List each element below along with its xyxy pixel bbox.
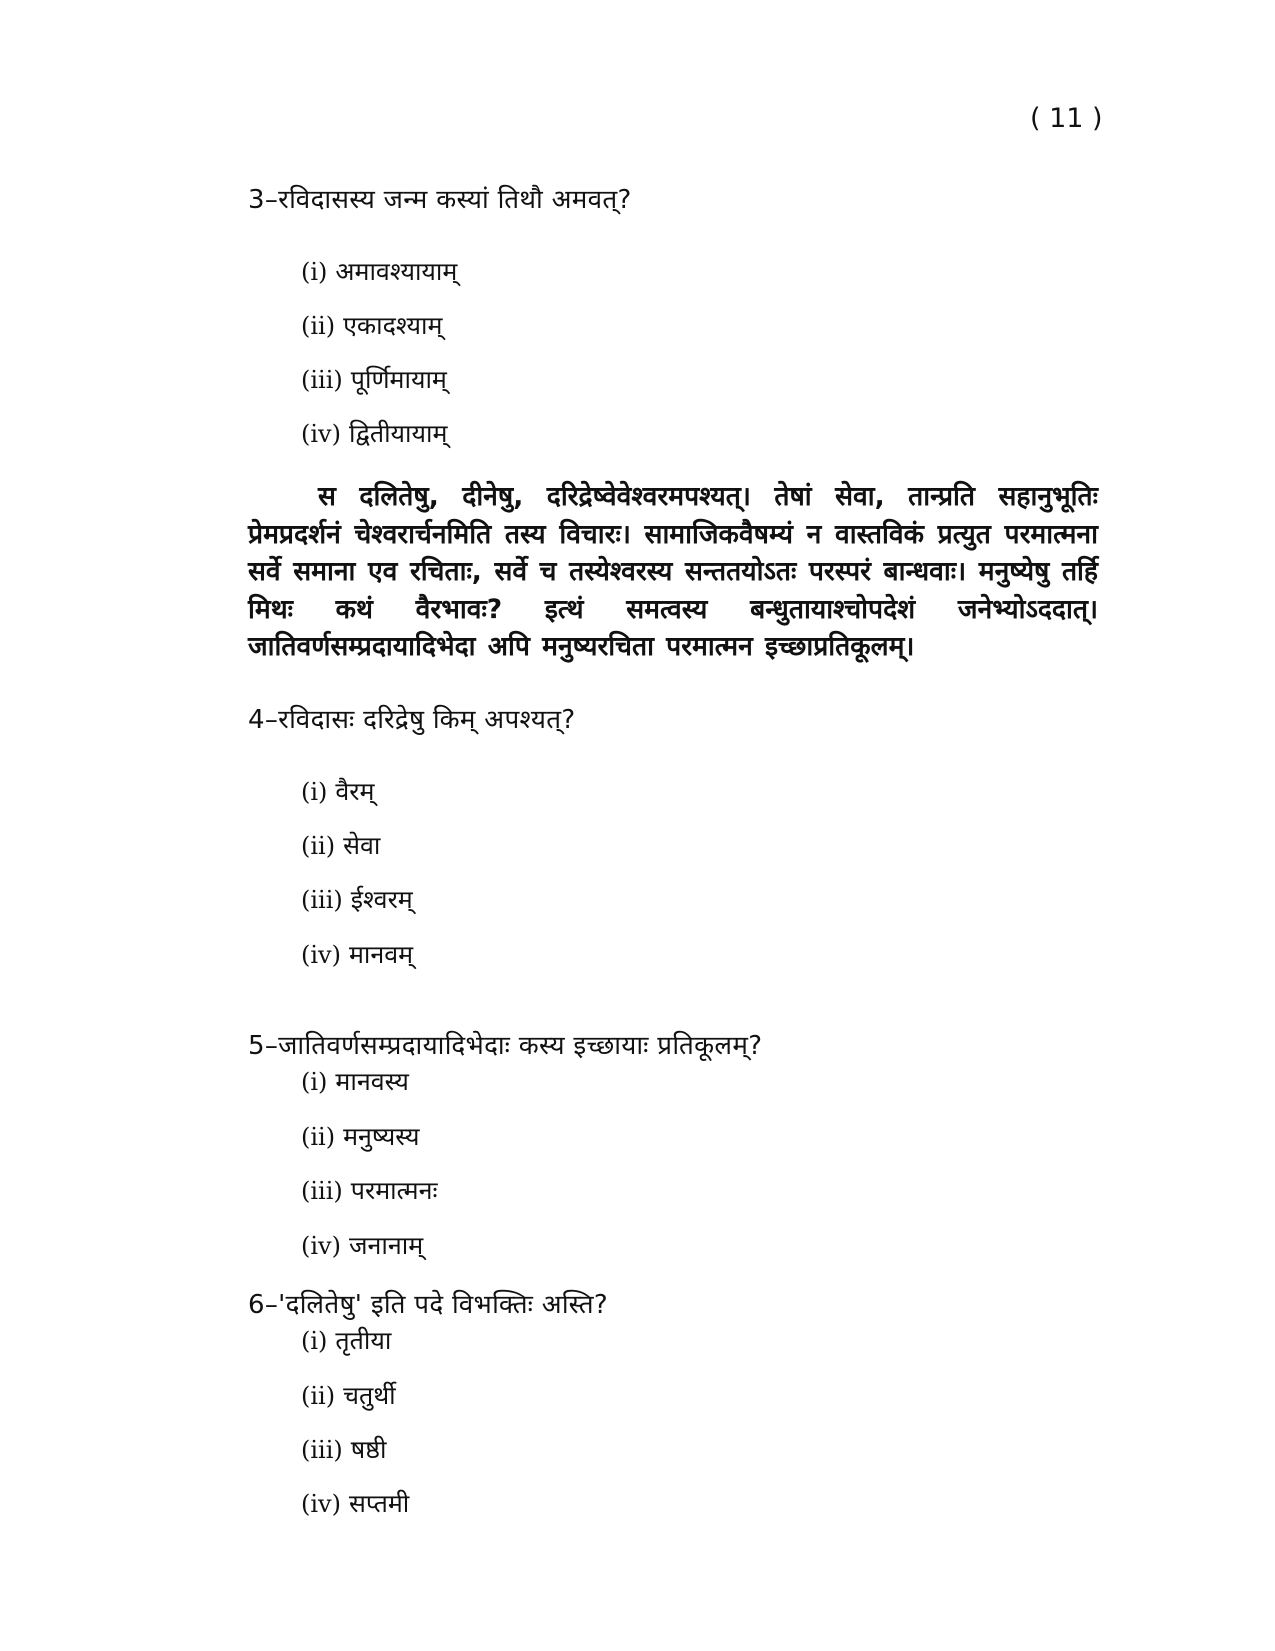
q5-option-3 [301, 1173, 438, 1207]
option-text: मनुष्यस्य [343, 1122, 420, 1151]
option-number: (iii) [301, 1436, 343, 1464]
option-text: सेवा [343, 831, 381, 860]
option-number: (iv) [301, 1490, 341, 1518]
option-number: (iv) [301, 1232, 341, 1260]
q6-option-4 [301, 1486, 409, 1520]
option-text: मानवम् [348, 940, 414, 969]
option-text: सप्तमी [348, 1489, 410, 1518]
option-text: मानवस्य [335, 1067, 409, 1096]
page-number: ( 11 ) [1030, 103, 1103, 134]
option-text: चतुर्थी [343, 1381, 396, 1410]
question-5: 5–जातिवर्णसम्प्रदायादिभेदाः कस्य इच्छायाः प्रतिकूलम्? [248, 1031, 763, 1061]
option-number: (i) [301, 1327, 328, 1355]
q6-option-1 [301, 1323, 391, 1357]
q3-option-3 [301, 362, 447, 396]
option-number: (ii) [301, 832, 336, 860]
option-text: द्वितीयायाम् [348, 419, 448, 448]
q4-option-4 [301, 937, 413, 971]
option-text: षष्ठी [350, 1435, 387, 1464]
q5-option-1 [301, 1064, 409, 1098]
q4-option-2 [301, 828, 380, 862]
q6-option-2 [301, 1378, 396, 1412]
option-number: (i) [301, 258, 328, 286]
option-text: परमात्मनः [350, 1176, 438, 1205]
q4-option-1 [301, 774, 374, 808]
option-number: (iv) [301, 941, 341, 969]
option-text: अमावश्यायाम् [335, 257, 458, 286]
option-number: (iii) [301, 1177, 343, 1205]
question-4: 4–रविदासः दरिद्रेषु किम् अपश्यत्? [248, 705, 576, 735]
q6-option-3 [301, 1432, 386, 1466]
question-3: 3–रविदासस्य जन्म कस्यां तिथौ अमवत्? [248, 185, 632, 215]
option-text: तृतीया [335, 1326, 392, 1355]
option-text: एकादश्याम् [343, 311, 443, 340]
option-number: (ii) [301, 1123, 336, 1151]
option-number: (iv) [301, 420, 341, 448]
q5-option-4 [301, 1228, 423, 1262]
q3-option-2 [301, 308, 442, 342]
passage-paragraph: स दलितेषु, दीनेषु, दरिद्रेष्वेवेश्वरमपश्यत्। तेषां सेवा, तान्प्रति सहानुभूतिः प्रेमप्रदर्शनं चेश्वरार्चनमिति तस्य विचारः। सामाजिकवैषम्यं न वास्तविकं प्रत्युत परमात्मना सर्वे समाना एव रचिताः, सर्वे च तस्येश्वरस्य सन्ततयोऽतः परस्परं बान्धवाः। मनुष्येषु तर्हि मिथः कथं वैरभावः? इत्थं समत्वस्य बन्धुतायाश्चोपदेशं जनेभ्योऽददात्। जातिवर्णसम्प्रदायादिभेदा अपि मनुष्यरचिता परमात्मन इच्छाप्रतिकूलम्। [248, 481, 1098, 662]
option-text: वैरम् [335, 777, 375, 806]
question-6: 6–'दलितेषु' इति पदे विभक्तिः अस्ति? [248, 1290, 608, 1320]
option-number: (i) [301, 1068, 328, 1096]
option-number: (ii) [301, 1382, 336, 1410]
q4-option-3 [301, 882, 413, 916]
option-number: (iii) [301, 366, 343, 394]
option-number: (iii) [301, 886, 343, 914]
option-number: (ii) [301, 312, 336, 340]
option-text: पूर्णिमायाम् [350, 365, 447, 394]
q3-option-1 [301, 254, 457, 288]
option-text: ईश्वरम् [350, 885, 413, 914]
q3-option-4 [301, 416, 447, 450]
option-number: (i) [301, 778, 328, 806]
q5-option-2 [301, 1119, 420, 1153]
option-text: जनानाम् [348, 1231, 424, 1260]
